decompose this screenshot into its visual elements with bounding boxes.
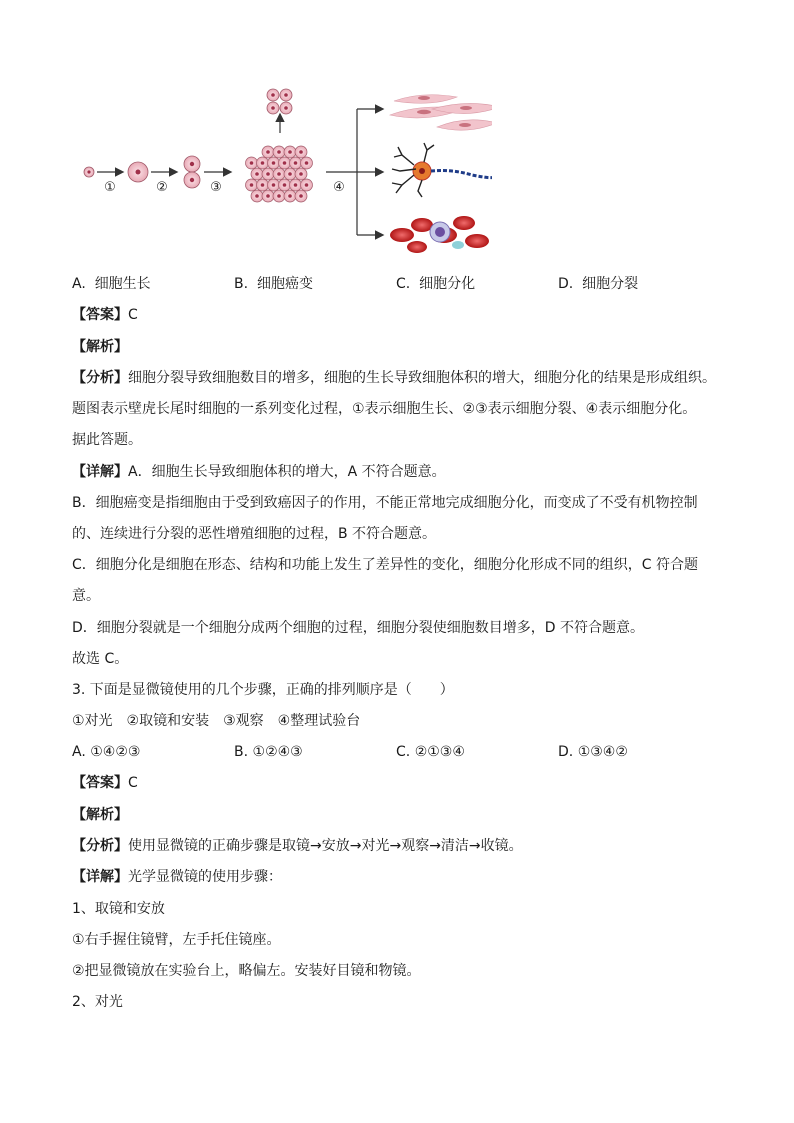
cluster-cell-nucleus xyxy=(283,183,287,187)
option-text: ②①③④ xyxy=(414,744,465,760)
q2-xiangjie-c-1: C．细胞分化是细胞在形态、结构和功能上发生了差异性的变化，细胞分化形成不同的组织，C 符合题 xyxy=(72,557,698,573)
q3-stem: 3. 下面是显微镜使用的几个步骤，正确的排列顺序是（ ） xyxy=(72,682,454,698)
xiangjie-tag: 【详解】 xyxy=(72,464,128,480)
cluster-cell-nucleus xyxy=(266,194,270,198)
cluster-cell-nucleus xyxy=(299,150,303,154)
q2-analysis-heading xyxy=(72,337,128,357)
q2-option-d[interactable] xyxy=(558,274,638,294)
q2-fenxi-line-1 xyxy=(72,368,716,388)
cell-process-figure xyxy=(72,85,492,253)
option-text: ①③④② xyxy=(577,744,628,760)
q3-option-b[interactable] xyxy=(234,742,303,762)
cluster-cell-nucleus xyxy=(294,183,298,187)
cluster-cell-nucleus xyxy=(288,194,292,198)
cluster-cell-nucleus xyxy=(288,150,292,154)
q3-xiangjie xyxy=(72,867,282,887)
option-letter: C. xyxy=(396,744,411,760)
grown-cell xyxy=(128,162,148,182)
cluster-cell-nucleus xyxy=(261,161,265,165)
muscle-cells xyxy=(390,95,492,130)
q3-option-a[interactable] xyxy=(72,742,140,762)
option-text: 细胞分化 xyxy=(419,276,476,292)
q2-choose: 故选 C。 xyxy=(72,651,129,667)
xiangjie-tag: 【详解】 xyxy=(72,869,128,885)
q3-fenxi xyxy=(72,836,523,856)
option-letter: A. xyxy=(72,744,86,760)
neuron xyxy=(392,143,492,197)
cluster-cell-nucleus xyxy=(283,161,287,165)
fenxi-text: 使用显微镜的正确步骤是取镜→安放→对光→观察→清洁→收镜。 xyxy=(128,838,523,854)
cluster-cell-nucleus xyxy=(277,194,281,198)
cluster-cell-nucleus xyxy=(305,183,309,187)
option-letter: A. xyxy=(72,276,86,292)
q3-analysis-heading xyxy=(72,805,128,825)
fenxi-tag: 【分析】 xyxy=(72,370,128,386)
q3-step-1a: ①右手握住镜臂，左手托住镜座。 xyxy=(72,932,281,948)
step-label-2: ② xyxy=(156,180,168,195)
q3-step-1b: ②把显微镜放在实验台上，略偏左。安装好目镜和物镜。 xyxy=(72,963,421,979)
cluster-cell-nucleus xyxy=(288,172,292,176)
option-letter: D. xyxy=(558,744,574,760)
option-text: 细胞癌变 xyxy=(256,276,313,292)
option-letter: B. xyxy=(234,276,249,292)
cluster-cell-nucleus xyxy=(266,150,270,154)
q2-fenxi-line-2: 题图表示壁虎长尾时细胞的一系列变化过程，①表示细胞生长、②③表示细胞分裂、④表示细胞分化。 xyxy=(72,401,697,417)
fenxi-text: 细胞分裂导致细胞数目的增多，细胞的生长导致细胞体积的增大，细胞分化的结果是形成组织。 xyxy=(128,370,716,386)
option-letter: D. xyxy=(558,276,574,292)
cluster-cell-nucleus xyxy=(277,172,281,176)
xiangjie-text: A．细胞生长导致细胞体积的增大，A 不符合题意。 xyxy=(128,464,446,480)
step-label-1: ① xyxy=(104,180,116,195)
cluster-cell-nucleus xyxy=(266,172,270,176)
step-label-3: ③ xyxy=(210,180,222,195)
option-letter: C. xyxy=(396,276,411,292)
cluster-cell-nucleus xyxy=(294,161,298,165)
analysis-tag: 【解析】 xyxy=(72,807,128,823)
q2-xiangjie-c-2: 意。 xyxy=(72,588,100,604)
q3-steps: ①对光 ②取镜和安装 ③观察 ④整理试验台 xyxy=(72,713,361,729)
option-text: ①④②③ xyxy=(90,744,141,760)
divided-cells xyxy=(184,156,200,188)
answer-value: C xyxy=(128,775,138,791)
fenxi-tag: 【分析】 xyxy=(72,838,128,854)
analysis-tag: 【解析】 xyxy=(72,339,128,355)
option-text: 细胞分裂 xyxy=(582,276,639,292)
q3-answer-line xyxy=(72,773,138,793)
q2-xiangjie-b-2: 的、连续进行分裂的恶性增殖细胞的过程，B 不符合题意。 xyxy=(72,526,437,542)
cluster-cell-nucleus xyxy=(272,183,276,187)
cell-cluster xyxy=(246,146,313,202)
q2-xiangjie-d-1: D．细胞分裂就是一个细胞分成两个细胞的过程，细胞分裂使细胞数目增多，D 不符合题意。 xyxy=(72,620,645,636)
q2-option-a[interactable] xyxy=(72,274,151,294)
q2-option-c[interactable] xyxy=(396,274,475,294)
xiangjie-text: 光学显微镜的使用步骤： xyxy=(128,869,282,885)
q3-option-d[interactable] xyxy=(558,742,628,762)
option-letter: B. xyxy=(234,744,249,760)
cluster-cell-nucleus xyxy=(299,194,303,198)
cluster-cell-nucleus xyxy=(250,161,254,165)
q3-step-1: 1、取镜和安放 xyxy=(72,901,165,917)
cluster-cell-nucleus xyxy=(250,183,254,187)
cluster-cell-nucleus xyxy=(272,161,276,165)
answer-tag: 【答案】 xyxy=(72,307,128,323)
q2-option-b[interactable] xyxy=(234,274,313,294)
cluster-cell-nucleus xyxy=(277,150,281,154)
q2-fenxi-line-3: 据此答题。 xyxy=(72,432,142,448)
q2-xiangjie-b-1: B．细胞癌变是指细胞由于受到致癌因子的作用，不能正常地完成细胞分化，而变成了不受有机物控制 xyxy=(72,495,698,511)
cell-process-diagram xyxy=(72,85,492,253)
cluster-cell-nucleus xyxy=(255,194,259,198)
small-cell xyxy=(84,167,94,177)
answer-tag: 【答案】 xyxy=(72,775,128,791)
cluster-cell-nucleus xyxy=(299,172,303,176)
step-label-4: ④ xyxy=(333,180,345,195)
four-cells xyxy=(267,89,292,114)
cluster-cell-nucleus xyxy=(261,183,265,187)
q3-step-2: 2、对光 xyxy=(72,994,123,1010)
option-text: ①②④③ xyxy=(252,744,303,760)
cluster-cell-nucleus xyxy=(255,172,259,176)
blood-cells xyxy=(390,216,489,253)
answer-value: C xyxy=(128,307,138,323)
cluster-cell-nucleus xyxy=(305,161,309,165)
q2-answer-line xyxy=(72,305,138,325)
option-text: 细胞生长 xyxy=(94,276,151,292)
q2-xiangjie-a xyxy=(72,462,446,482)
q3-option-c[interactable] xyxy=(396,742,465,762)
